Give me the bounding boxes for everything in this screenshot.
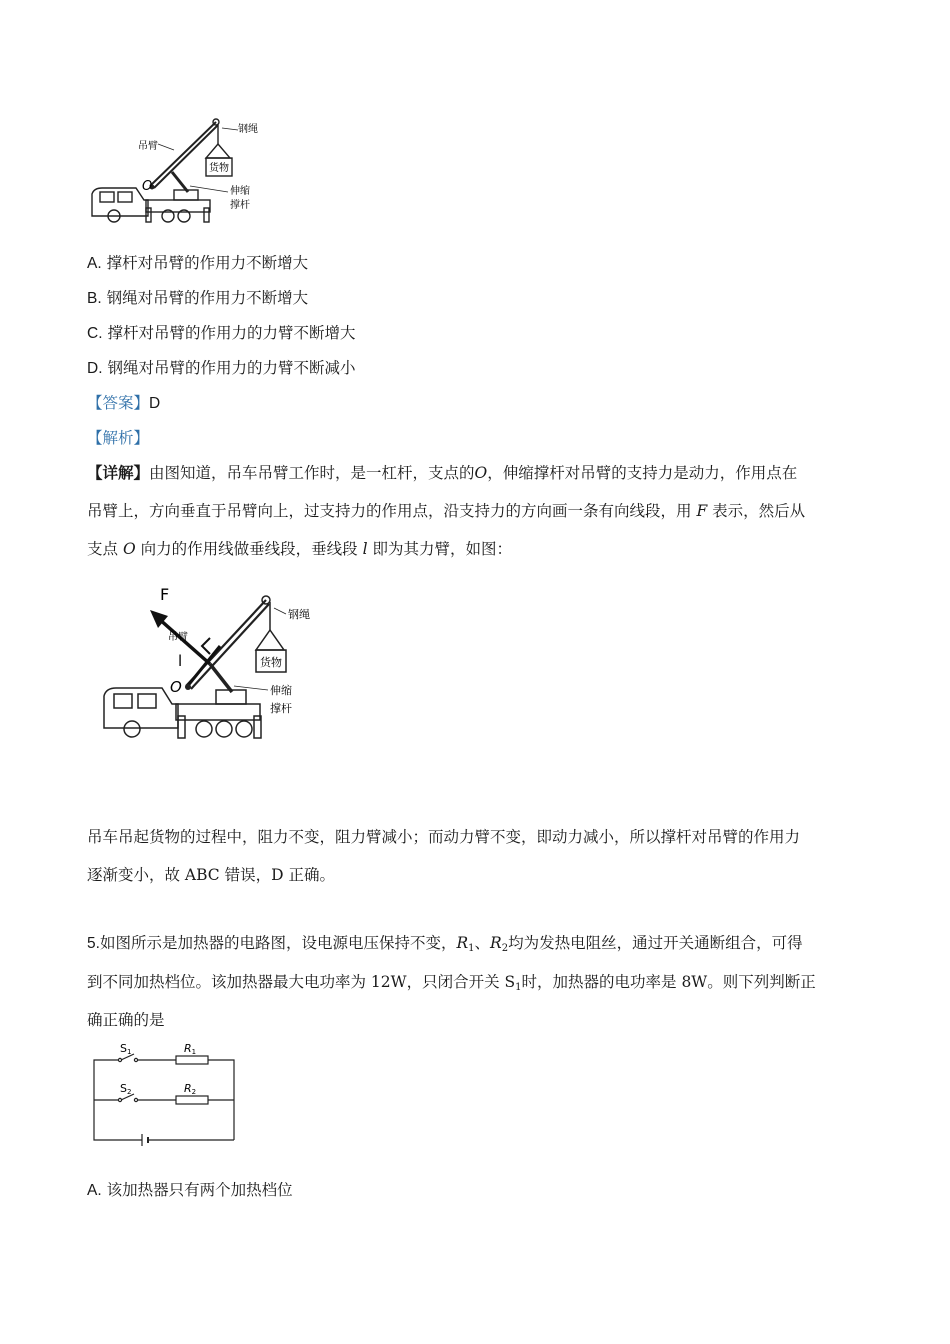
outrigger [204, 208, 209, 222]
rope-sling [206, 144, 230, 158]
wheel [236, 721, 252, 737]
lever-arm-label: l [178, 652, 183, 670]
answer: 【答案】D [87, 394, 161, 412]
crane-force-figure [98, 578, 338, 748]
analysis-label: 【解析】 [87, 429, 150, 447]
s2-label: S2 [120, 1082, 132, 1096]
arm-label: 吊臂 [168, 632, 188, 643]
cab-window [118, 192, 132, 202]
r1-label: R1 [184, 1042, 197, 1056]
q5-line-2: 到不同加热档位。该加热器最大电功率为 12W，只闭合开关 $S_1$时，加热器的电功率是 8W。则下列判断正 [87, 973, 816, 993]
strut-label: 伸缩 [270, 684, 292, 697]
rope-label: 钢绳 [238, 124, 258, 135]
wheel [196, 721, 212, 737]
pivot-point [185, 684, 191, 690]
switch-terminal [134, 1098, 137, 1101]
strut [172, 172, 188, 192]
option-c: C. 撑杆对吊臂的作用力的力臂不断增大 [87, 324, 356, 342]
strut-label: 撑杆 [270, 702, 292, 715]
wheel [124, 721, 140, 737]
wire [94, 1060, 118, 1100]
crane-figure [88, 112, 268, 232]
option-d: D. 钢绳对吊臂的作用力的力臂不断减小 [87, 359, 356, 377]
right-angle-mark [202, 638, 210, 654]
conclusion-line-2: 逐渐变小，故 ABC 错误，D 正确。 [87, 866, 335, 884]
option-b: B. 钢绳对吊臂的作用力不断增大 [87, 289, 309, 307]
s1-label: S1 [120, 1042, 132, 1056]
option-a: A. 撑杆对吊臂的作用力不断增大 [87, 254, 309, 272]
pivot-label: O [142, 179, 153, 194]
boom [154, 125, 218, 188]
cab-window [138, 694, 156, 708]
switch-terminal [134, 1058, 137, 1061]
wire [94, 1100, 142, 1140]
conclusion-line-1: 吊车吊起货物的过程中，阻力不变，阻力臂减小；而动力臂不变，即动力减小，所以撑杆对吊臂的作用力 [87, 828, 801, 846]
pivot-label: O [170, 678, 182, 696]
strut [210, 664, 232, 692]
truck-chassis [146, 200, 210, 212]
force-label: F [160, 585, 170, 604]
resistor-r1 [176, 1056, 208, 1064]
lever-arm-line [186, 646, 220, 688]
strut-label: 伸缩 [230, 186, 250, 197]
rope-label: 钢绳 [288, 608, 310, 621]
cab-window [100, 192, 114, 202]
cab-window [114, 694, 132, 708]
detail-line-1: 【详解】由图知道，吊车吊臂工作时，是一杠杆，支点的O，伸缩撑杆对吊臂的支持力是动力，作用点在 [87, 463, 798, 482]
arm-label: 吊臂 [138, 141, 158, 152]
cargo-label: 货物 [260, 656, 282, 669]
r2-label: R2 [184, 1082, 197, 1096]
truck-chassis [176, 704, 260, 720]
cargo-label: 货物 [209, 163, 229, 174]
rope-sling [256, 630, 284, 650]
circuit-diagram [88, 1040, 240, 1148]
q5-option-a: A. 该加热器只有两个加热档位 [87, 1181, 293, 1199]
detail-line-2: 吊臂上，方向垂直于吊臂向上，过支持力的作用点，沿支持力的方向画一条有向线段，用 F 表示，然后从 [87, 502, 806, 520]
q5-line-1: 5.如图所示是加热器的电路图，设电源电压保持不变，$R_1$、$R_2$均为发热电阻丝，通过开关通断组合，可得 [87, 934, 803, 954]
wheel [216, 721, 232, 737]
resistor-r2 [176, 1096, 208, 1104]
detail-line-3: 支点 O 向力的作用线做垂线段，垂线段 l 即为其力臂，如图： [87, 540, 512, 558]
strut-label: 撑杆 [230, 200, 250, 211]
q5-line-3: 确正确的是 [87, 1011, 165, 1029]
